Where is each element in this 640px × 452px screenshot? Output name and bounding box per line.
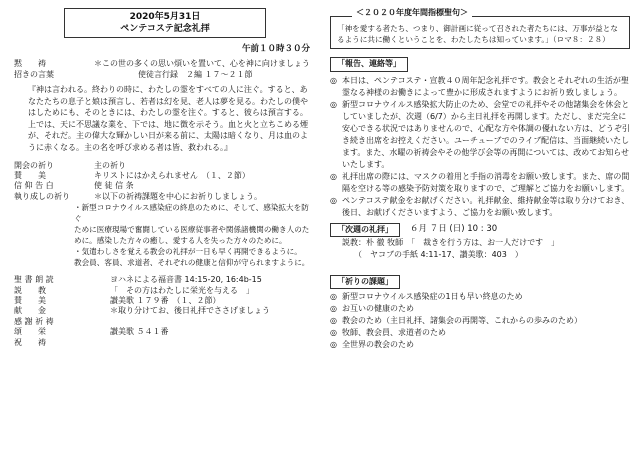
- item-text: ＊取り分けてお、後日礼拝でささげましょう: [110, 306, 270, 316]
- item-label: 開会の祈り: [14, 160, 54, 170]
- prayer-topics-list: [330, 291, 630, 351]
- order-item: [14, 306, 314, 316]
- item-label: 献 金: [14, 306, 46, 316]
- prayer-item: ◎ 全世界の教会のため: [330, 340, 414, 350]
- news-item: ◎ 礼拝出席の際には、マスクの着用と手指の消毒をお願い致します。また、席の間隔を空ける等の感染予防対策を取りますので、ご理解とご協力をお願いします。: [330, 171, 630, 193]
- title-box: [64, 8, 266, 38]
- item-text: 主の祈り: [94, 160, 126, 170]
- bullet-line: ・気遣わしさを覚える教会の礼拝が一日も早く再開できるように。: [74, 247, 302, 257]
- item-text: [100, 338, 110, 348]
- shoshi-text: 使徒言行録 ２編 １７～２１節: [138, 69, 253, 79]
- circle-mark-icon: ◎: [330, 195, 337, 205]
- service-time: 午前１０時３０分: [241, 44, 310, 55]
- next-service-row: [330, 223, 630, 237]
- next-sermon-line: 説教：朴 徹 牧師 「 裁きを行う方は、お一人だけです 」: [342, 238, 560, 248]
- bullet-line: 教会員、客員、求道者、それぞれの健康と信仰が守られますように。: [74, 258, 310, 268]
- item-text: ＊以下の祈祷課題を中心にお祈りしましょう。: [94, 191, 262, 201]
- order-item: [14, 317, 314, 327]
- call-to-worship-scripture: 『神は言われる。終わりの時に、わたしの霊をすべての人に注ぐ。すると、あなたたちの息子と娘は預言し、若者は幻を見、老人は夢を見る。わたしの僕やはしためにも、そのときには、わたしの霊を注ぐ。すると、彼らは預言する。上では、天に不思議な業を、下では、地に徴を示そう。血と火と立ちこめる煙が、それだ。主の偉大な輝かしい日が来る前に、太陽は暗くなり、月は血のように赤くなる。主の名を呼び求める者は皆、救われる。』: [28, 85, 308, 153]
- circle-mark-icon: ◎: [330, 292, 337, 302]
- circle-mark-icon: ◎: [330, 171, 337, 181]
- next-scripture-line: （ ヤコブの手紙 4:11-17、讃美歌：403 ）: [354, 250, 523, 260]
- order-item: [14, 286, 314, 296]
- annual-verse-title: ＜２０２０年度年間指標聖句＞: [352, 8, 472, 18]
- item-label: 執り成しの祈り: [14, 191, 70, 201]
- order-item: [14, 171, 314, 181]
- item-label: 信 仰 告 白: [14, 181, 54, 191]
- order-item: [14, 275, 314, 285]
- item-label: 賛 美: [14, 171, 46, 181]
- order-item: [14, 327, 314, 337]
- news-item: ◎ 新型コロナウイルス感染拡大防止のため、会堂での礼拝やその他諸集会を休会としていましたが、次週（6/7）から主日礼拝を再開します。ただし、まだ完全に安心できる状況ではありませんので、心配な方や体調の優れない方は、どうぞ引き続き出席をお控えください。ユーチューブでのライブ配信は、当面継続いたします。また、水曜の祈祷会やその他学び会等の再開については、改めてお知らせいたします。: [330, 99, 630, 169]
- next-service-date: ６月 ７日 (日) 10 : 30: [410, 224, 498, 235]
- item-text: 使 徒 信 条: [94, 181, 134, 191]
- order-item: [14, 181, 314, 191]
- item-text: 讃美歌 ５４１番: [110, 327, 169, 337]
- service-date: 2020年5月31日: [129, 12, 201, 22]
- prayer-topics-title: 「祈りの課題」: [330, 275, 400, 289]
- prayer-item: ◎ 牧師、教会員、求道者のため: [330, 328, 446, 338]
- item-label: 説 教: [14, 285, 46, 295]
- bulletin-announcements: [330, 8, 630, 351]
- bullet-line: めに。感染した方々の癒し、愛する人を失った方々のために。: [74, 236, 287, 246]
- item-text: 「 その方はわたしに栄光を与える 」: [110, 285, 254, 295]
- shoshi-row: [14, 70, 314, 80]
- circle-mark-icon: ◎: [330, 328, 337, 338]
- mokuto-row: [14, 59, 314, 69]
- prayer-item: ◎ お互いの健康のため: [330, 304, 414, 314]
- item-text: [100, 317, 110, 327]
- prayer-item: ◎ 新型コロナウイルス感染症の1日も早い終息のため: [330, 292, 523, 302]
- circle-mark-icon: ◎: [330, 99, 337, 109]
- item-text: 讃美歌 １７９番 （１、２節）: [110, 296, 221, 306]
- mokuto-text: ＊この世の多くの思い煩いを置いて、心を神に向けましょう: [94, 59, 310, 69]
- news-item: ◎ ペンテコステ献金をお献げください。礼拝献金、維持献金等は取り分けておき、後日、お献げくださいますよう、ご協力をお願い致します。: [330, 195, 630, 217]
- annual-verse-text: 「神を愛する者たち、つまり、御計画に従って召された者たちには、万事が益となるように共に働くということを、わたしたちは知っています。」（ロマ８：２８）: [330, 16, 630, 49]
- item-label: 聖 書 朗 読: [14, 275, 54, 285]
- intercession-topics: [74, 202, 314, 268]
- service-title: ペンテコステ記念礼拝: [120, 24, 210, 35]
- shoshi-label: 招きの言葉: [14, 69, 54, 79]
- item-text: キリストにはかえられません （１、２節）: [94, 171, 250, 181]
- mokuto-label: 黙 祷: [14, 59, 46, 69]
- item-text: ヨハネによる福音書 14:15-20, 16:4b-15: [110, 275, 262, 285]
- order-item: [14, 192, 314, 202]
- item-label: 祝 祷: [14, 337, 46, 347]
- prayer-item: ◎ 教会のため（主日礼拝、諸集会の再開等、これからの歩みのため）: [330, 316, 582, 326]
- order-item: [14, 296, 314, 306]
- news-list: [330, 75, 630, 219]
- item-label: 賛 美: [14, 296, 46, 306]
- order-item: [14, 338, 314, 348]
- annual-verse-box: [330, 8, 630, 49]
- order-item: [14, 161, 314, 171]
- circle-mark-icon: ◎: [330, 75, 337, 85]
- item-label: 感 謝 祈 祷: [14, 316, 54, 326]
- circle-mark-icon: ◎: [330, 316, 337, 326]
- circle-mark-icon: ◎: [330, 340, 337, 350]
- news-title: 「報告、連絡等」: [330, 57, 408, 71]
- news-item: ◎ 本日は、ペンテコステ・宣教４０周年記念礼拝です。教会とそれぞれの生活が聖霊なる神様のお働きによって豊かに形成されますようにお祈り致しましょう。: [330, 75, 629, 97]
- next-service-title: 「次週の礼拝」: [330, 223, 400, 237]
- bullet-line: ・新型コロナウイルス感染症の終息のために、そして、感染拡大を防ぐ: [74, 203, 309, 224]
- item-label: 頌 栄: [14, 327, 46, 337]
- bulletin-order-of-service: [14, 8, 314, 348]
- circle-mark-icon: ◎: [330, 304, 337, 314]
- bullet-line: ために医療現場で奮闘している医療従事者や関係諸機関の働き人のた: [74, 225, 310, 235]
